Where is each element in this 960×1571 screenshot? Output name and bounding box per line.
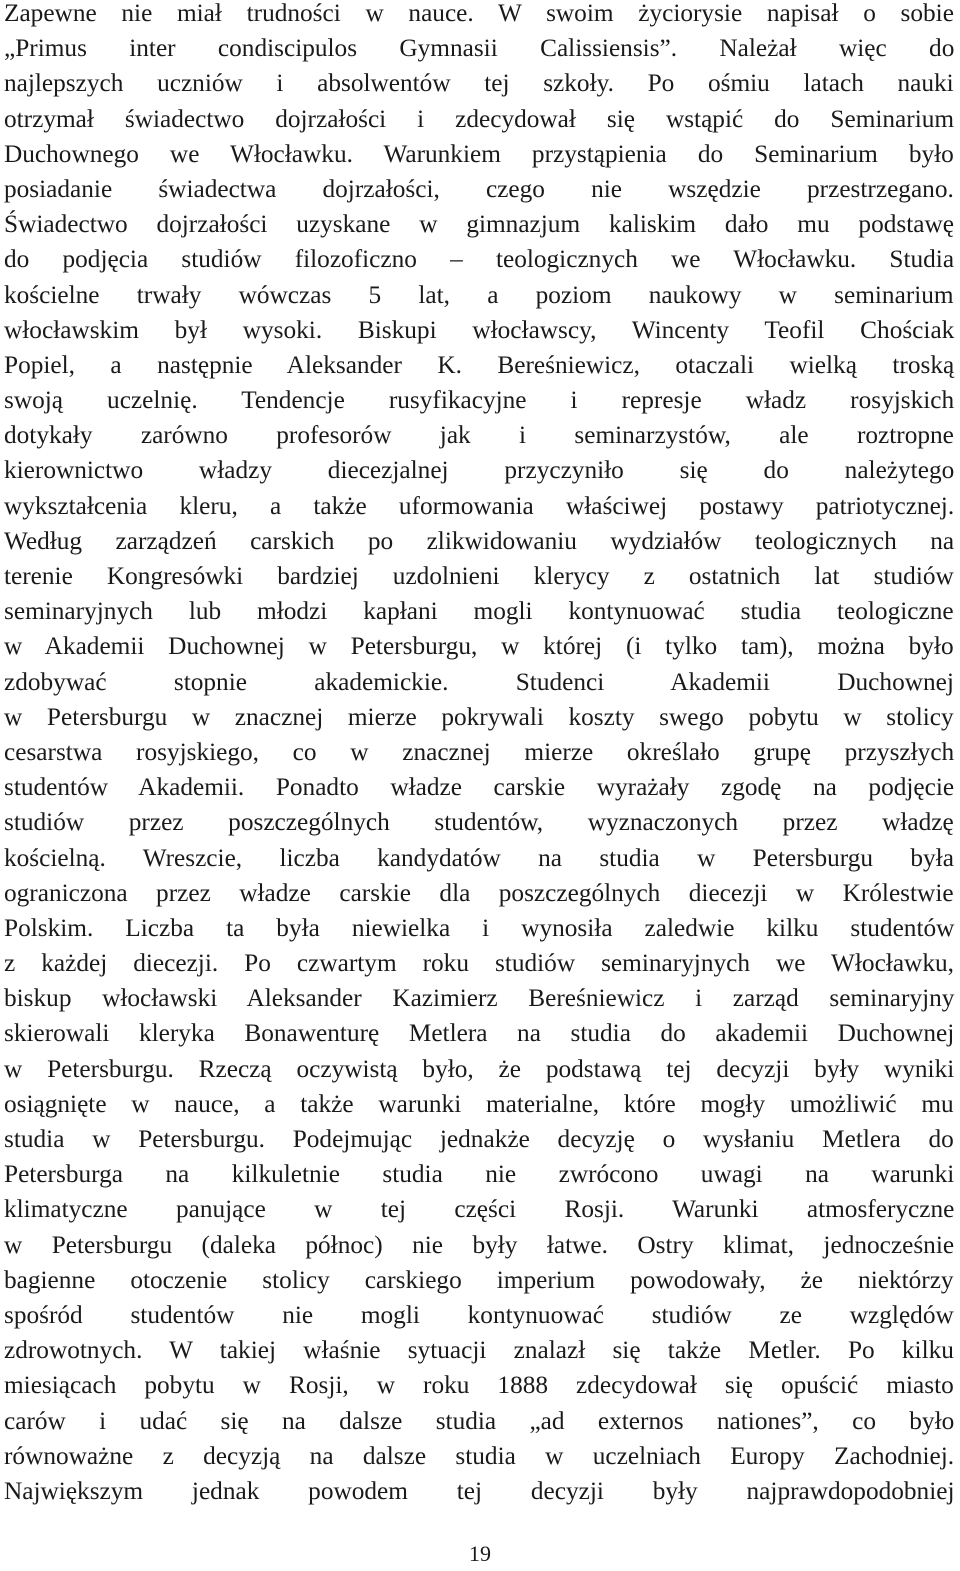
text-line: biskup włocławski Aleksander Kazimierz Bereśniewicz i zarząd seminaryjny	[4, 984, 955, 1013]
text-line: Według zarządzeń carskich po zlikwidowaniu wydziałów teologicznych na	[4, 526, 955, 555]
body-text	[4, 0, 954, 1509]
text-line: Świadectwo dojrzałości uzyskane w gimnazjum kaliskim dało mu podstawę	[4, 210, 954, 239]
text-line: carów i udać się na dalsze studia „ad externos nationes”, co było	[4, 1406, 955, 1435]
text-line: „Primus inter condiscipulos Gymnasii Calissiensis”. Należał więc do	[4, 34, 955, 63]
text-line: do podjęcia studiów filozoficzno – teologicznych we Włocławku. Studia	[4, 245, 955, 274]
text-line: cesarstwa rosyjskiego, co w znacznej mierze określało grupę przyszłych	[4, 737, 955, 766]
text-line: studiów przez poszczególnych studentów, wyznaczonych przez władzę	[4, 808, 954, 837]
text-line: w Petersburgu (daleka północ) nie były łatwe. Ostry klimat, jednocześnie	[4, 1230, 955, 1259]
text-line: w Akademii Duchownej w Petersburgu, w której (i tylko tam), można było	[4, 632, 954, 661]
text-line: Petersburga na kilkuletnie studia nie zwrócono uwagi na warunki	[4, 1160, 955, 1189]
text-line: Polskim. Liczba ta była niewielka i wynosiła zaledwie kilku studentów	[4, 913, 955, 942]
text-line: studia w Petersburgu. Podejmując jednakże decyzję o wysłaniu Metlera do	[4, 1125, 954, 1153]
text-line: Duchownego we Włocławku. Warunkiem przystąpienia do Seminarium było	[4, 139, 954, 168]
text-line: dotykały zarówno profesorów jak i seminarzystów, ale roztropne	[4, 421, 954, 450]
text-line: swoją uczelnię. Tendencje rusyfikacyjne i represje władz rosyjskich	[4, 386, 955, 415]
text-line: z każdej diecezji. Po czwartym roku studiów seminaryjnych we Włocławku,	[4, 949, 954, 978]
text-line: skierowali kleryka Bonawenturę Metlera na studia do akademii Duchownej	[4, 1019, 955, 1048]
text-line: Zapewne nie miał trudności w nauce. W swoim życiorysie napisał o sobie	[4, 0, 954, 27]
text-line: Największym jednak powodem tej decyzji były najprawdopodobniej	[4, 1476, 955, 1505]
text-line: włocławskim był wysoki. Biskupi włocławscy, Wincenty Teofil Chościak	[4, 315, 955, 344]
text-line: Popiel, a następnie Aleksander K. Bereśniewicz, otaczali wielką troską	[4, 350, 955, 379]
text-line: zdrowotnych. W takiej właśnie sytuacji znalazł się także Metler. Po kilku	[4, 1336, 954, 1365]
text-line: osiągnięte w nauce, a także warunki materialne, które mogły umożliwić mu	[4, 1089, 954, 1118]
text-line: miesiącach pobytu w Rosji, w roku 1888 zdecydował się opuścić miasto	[4, 1371, 954, 1400]
text-line: bagienne otoczenie stolicy carskiego imperium powodowały, że niektórzy	[4, 1265, 954, 1294]
text-line: w Petersburgu. Rzeczą oczywistą było, że podstawą tej decyzji były wyniki	[4, 1054, 955, 1083]
text-line: kierownictwo władzy diecezjalnej przyczyniło się do należytego	[4, 456, 955, 485]
text-line: kościelną. Wreszcie, liczba kandydatów na studia w Petersburgu była	[4, 843, 954, 872]
text-line: studentów Akademii. Ponadto władze carskie wyrażały zgodę na podjęcie	[4, 773, 955, 802]
text-line: otrzymał świadectwo dojrzałości i zdecydował się wstąpić do Seminarium	[4, 104, 955, 133]
text-line: klimatyczne panujące w tej części Rosji. Warunki atmosferyczne	[4, 1195, 955, 1224]
text-line: seminaryjnych lub młodzi kapłani mogli kontynuować studia teologiczne	[4, 597, 954, 626]
text-line: spośród studentów nie mogli kontynuować studiów ze względów	[4, 1300, 954, 1329]
text-line: ograniczona przez władze carskie dla poszczególnych diecezji w Królestwie	[4, 878, 954, 907]
text-line: najlepszych uczniów i absolwentów tej szkoły. Po ośmiu latach nauki	[4, 69, 954, 98]
text-line: wykształcenia kleru, a także uformowania właściwej postawy patriotycznej.	[4, 491, 955, 520]
text-line: terenie Kongresówki bardziej uzdolnieni klerycy z ostatnich lat studiów	[4, 562, 954, 590]
text-line: równoważne z decyzją na dalsze studia w uczelniach Europy Zachodniej.	[4, 1441, 955, 1470]
text-line: kościelne trwały wówczas 5 lat, a poziom naukowy w seminarium	[4, 280, 954, 309]
text-line: posiadanie świadectwa dojrzałości, czego nie wszędzie przestrzegano.	[4, 174, 954, 203]
page-number: 19	[469, 1541, 491, 1566]
text-line: w Petersburgu w znacznej mierze pokrywali koszty swego pobytu w stolicy	[4, 702, 954, 731]
text-line: zdobywać stopnie akademickie. Studenci Akademii Duchownej	[4, 667, 954, 696]
